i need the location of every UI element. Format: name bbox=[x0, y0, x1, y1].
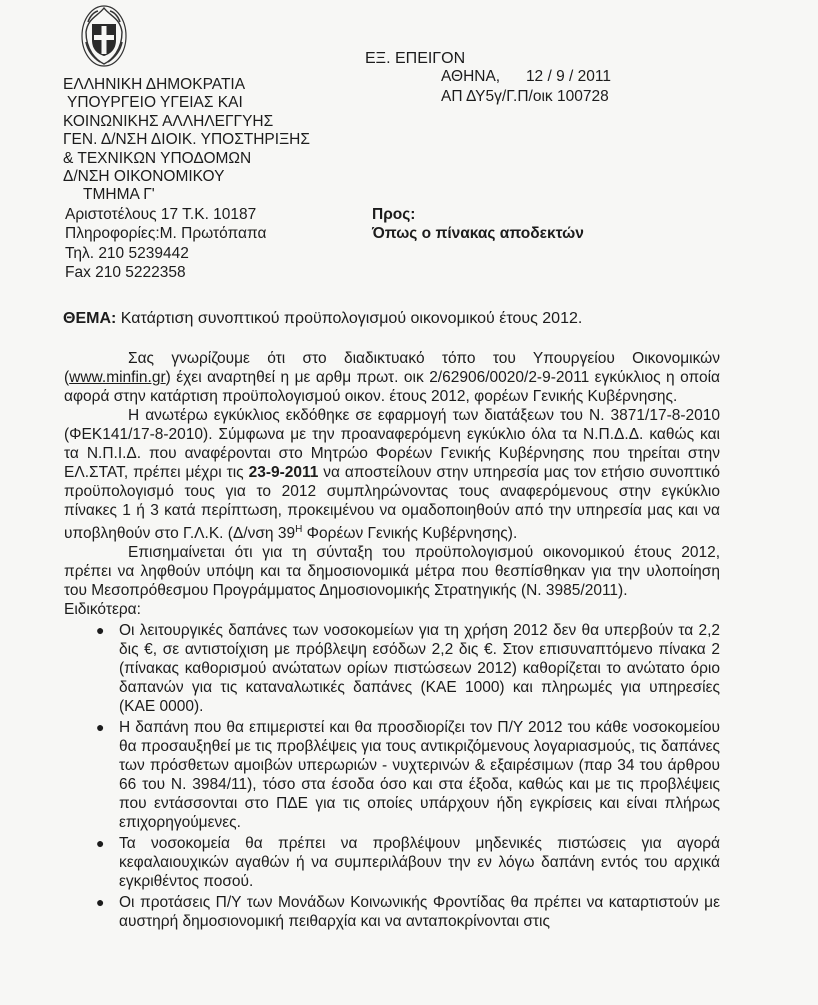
list-item bbox=[64, 893, 720, 931]
paragraph-1-text-b: ) έχει αναρτηθεί η με αρθμ πρωτ. οικ 2/62906/0020/2-9-2011 εγκύκλιος η οποία αφορά στην κατάρτιση προϋπολογισμού οικον. έτους 2012, φορέων Γενικής Κυβέρνησης. bbox=[64, 369, 720, 405]
sender-ministry-cont: ΚΟΙΝΩΝΙΚΗΣ ΑΛΛΗΛΕΓΓΥΗΣ bbox=[63, 112, 274, 130]
sender-ministry: ΥΠΟΥΡΓΕΙΟ ΥΓΕΙΑΣ ΚΑΙ bbox=[67, 94, 243, 112]
sender-general-directorate: ΓΕΝ. Δ/ΝΣΗ ΔΙΟΙΚ. ΥΠΟΣΤΗΡΙΞΗΣ bbox=[63, 131, 310, 149]
list-item-text: Η δαπάνη που θα επιμεριστεί και θα προσδιορίζει τον Π/Υ 2012 του κάθε νοσοκομείου θα προσαυξηθεί με τις προβλέψεις για τους αντικριζόμενους λογαριασμούς, τις δαπάνες των πρόσθετων αμοιβών υπερωριών - νυχτερινών & εξαιρέσιμων (παρ 34 του άρθρου 66 του Ν. 3984/11), τόσο στα έσοδα όσο και στα έξοδα, καθώς και με τις προβλέψεις που εντάσσονται στο ΠΔΕ για τις οποίες υπάρχουν ήδη εγκρίσεις και είναι πλήρως επιχορηγούμενες. bbox=[119, 719, 720, 832]
recipient-block bbox=[372, 205, 584, 243]
sender-general-directorate-cont: & ΤΕΧΝΙΚΩΝ ΥΠΟΔΟΜΩΝ bbox=[63, 149, 252, 167]
list-item bbox=[64, 718, 720, 832]
letter-body bbox=[64, 349, 720, 931]
sender-address: Αριστοτέλους 17 Τ.Κ. 10187 bbox=[65, 205, 257, 223]
specifically-label: Ειδικότερα: bbox=[64, 601, 141, 619]
measures-list bbox=[64, 621, 720, 931]
urgent-label: ΕΞ. ΕΠΕΙΓΟΝ bbox=[365, 50, 466, 67]
list-item-text: Οι λειτουργικές δαπάνες των νοσοκομείων για τη χρήση 2012 δεν θα υπερβούν τα 2,2 δις €, σε αντιστοίχιση με πρόβλεψη εσόδων 2,2 δις €. Στον επισυναπτόμενο πίνακα 2 (πίνακας καθορισμού ανώτατων ορίων πιστώσεων 2012) καθορίζεται το ανώτατο όριο δαπανών για τις καταναλωτικές δαπάνες (ΚΑΕ 1000) και πληρωμές για υπηρεσίες (ΚΑΕ 0000). bbox=[119, 622, 720, 716]
minfin-link[interactable]: www.minfin.gr bbox=[69, 369, 166, 386]
place-date: ΑΘΗΝΑ, 12 / 9 / 2011 bbox=[441, 68, 611, 85]
paragraph-2 bbox=[64, 406, 720, 543]
paragraph-2-text-a: Η ανωτέρω εγκύκλιος εκδόθηκε σε εφαρμογή των διατάξεων του Ν. 3871/17-8-2010 (ΦΕΚ141/17-8-2010). Σύμφωνα με την προαναφερόμενη εγκύκλιο όλα τα Ν.Π.Δ.Δ. καθώς και τα Ν.Π.Ι.Δ. που αναφέρονται στο Μητρώο Φορέων Γενικής Κυβέρνησης που τηρείται στην ΕΛ.ΣΤΑΤ, πρέπει μέχρι τις bbox=[64, 407, 720, 481]
paragraph-2-text-b: να αποστείλουν στην υπηρεσία μας τον ετήσιο συνοπτικό προϋπολογισμό τους για το 2012 συμπληρώνοντας τους αναφερόμενους στην εγκύκλιο πίνακες 1 ή 3 κατά περίπτωση, προκειμένου να ομαδοποιηθούν από την υπηρεσία μας και να υποβληθούν στο Γ.Λ.Κ. (Δ/νση 39 bbox=[64, 464, 721, 543]
recipient-label: Προς: bbox=[372, 206, 416, 223]
list-item bbox=[64, 834, 720, 891]
paragraph-3: Επισημαίνεται ότι για τη σύνταξη του προϋπολογισμού οικονομικού έτους 2012, πρέπει να ληφθούν υπόψη και τα δημοσιονομικά μέτρα που θεσπίσθηκαν για την υλοποίηση του Μεσοπρόθεσμου Προγράμματος Δημοσιονομικής Στρατηγικής (Ν. 3985/2011). bbox=[64, 544, 720, 600]
paragraph-2-superscript: Η bbox=[295, 524, 303, 535]
bullet-icon: ● bbox=[96, 622, 105, 639]
sender-department: ΤΜΗΜΑ Γ' bbox=[83, 186, 155, 204]
subject-line bbox=[63, 310, 582, 328]
sender-block bbox=[63, 76, 310, 283]
paragraph-2-text-c: Φορέων Γενικής Κυβέρνησης). bbox=[302, 525, 518, 543]
subject-text: Κατάρτιση συνοπτικού προϋπολογισμού οικονομικού έτους 2012. bbox=[120, 310, 583, 327]
deadline-date: 23-9-2011 bbox=[248, 464, 319, 481]
greek-coat-of-arms-emblem bbox=[80, 2, 128, 68]
list-item-text: Οι προτάσεις Π/Υ των Μονάδων Κοινωνικής Φροντίδας θα πρέπει να καταρτιστούν με αυστηρή δημοσιονομική πειθαρχία και να ανταποκρίνονται στις bbox=[119, 894, 720, 931]
sender-directorate: Δ/ΝΣΗ ΟΙΚΟΝΟΜΙΚΟΥ bbox=[63, 168, 225, 186]
recipient-value: Όπως ο πίνακας αποδεκτών bbox=[372, 225, 584, 242]
list-item-text: Τα νοσοκομεία θα πρέπει να προβλέψουν μηδενικές πιστώσεις για αγορά κεφαλαιουχικών αγαθών ή να συμπεριλάβουν την εν λόγω δαπάνη εντός του αρχικά εγκριθέντος ποσού. bbox=[119, 835, 720, 891]
sender-fax: Fax 210 5222358 bbox=[65, 264, 186, 282]
paragraph-1 bbox=[64, 349, 720, 406]
sender-country: ΕΛΛΗΝΙΚΗ ΔΗΜΟΚΡΑΤΙΑ bbox=[63, 76, 246, 93]
list-item bbox=[64, 621, 720, 716]
sender-phone: Τηλ. 210 5239442 bbox=[65, 244, 189, 262]
subject-label: ΘΕΜΑ: bbox=[63, 310, 117, 327]
sender-info: Πληροφορίες:Μ. Πρωτόπαπα bbox=[65, 225, 267, 243]
bullet-icon: ● bbox=[96, 894, 105, 911]
bullet-icon: ● bbox=[96, 719, 105, 736]
protocol-number: ΑΠ ΔΥ5γ/Γ.Π/οικ 100728 bbox=[441, 88, 609, 105]
date-protocol-block bbox=[441, 67, 611, 107]
bullet-icon: ● bbox=[96, 835, 105, 852]
paragraph-1-text-a: Σας γνωρίζουμε ότι στο διαδικτυακό τόπο του Υπουργείου Οικονομικών ( bbox=[64, 350, 720, 386]
